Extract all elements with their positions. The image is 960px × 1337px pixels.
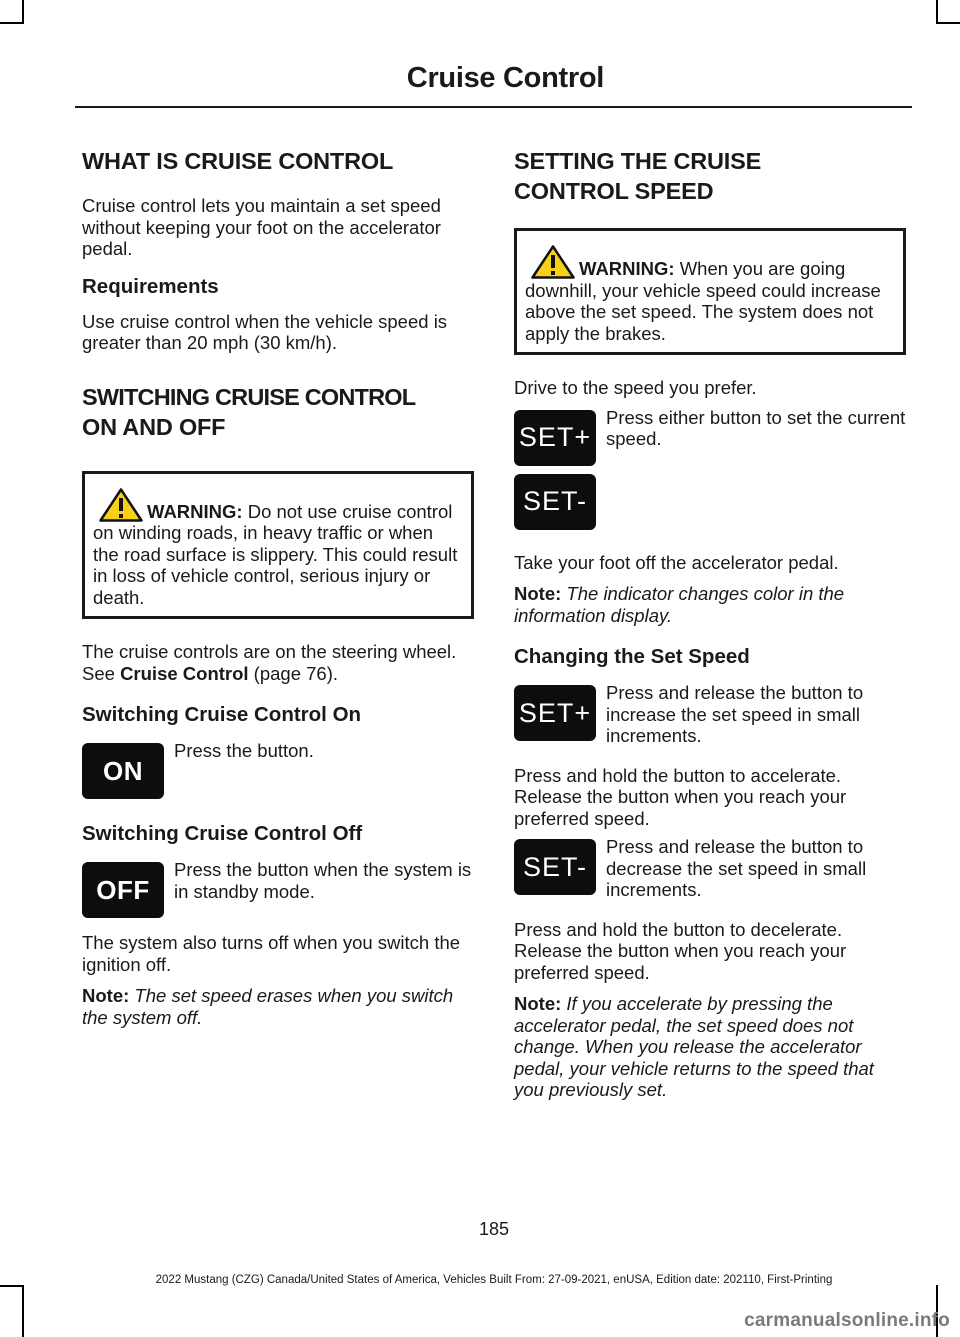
cross-reference-link[interactable]: Cruise Control <box>120 662 249 684</box>
heading-setting-line1: SETTING THE CRUISE <box>514 148 762 174</box>
note-indicator <box>514 583 906 626</box>
on-button-text: Press the button. <box>174 740 314 761</box>
heading-switching-line2: ON AND OFF <box>82 413 226 440</box>
crop-mark <box>22 0 24 24</box>
set-minus-button-icon: SET- <box>514 474 596 530</box>
on-button-icon: ON <box>82 743 164 799</box>
warning-triangle-icon <box>99 488 143 522</box>
decrease-text: Press and release the button to decrease the set speed in small increments. <box>606 836 867 900</box>
increase-text: Press and release the button to increase the set speed in small increments. <box>606 682 864 746</box>
off-button-row <box>82 859 474 918</box>
paragraph-requirements: Use cruise control when the vehicle speed is greater than 20 mph (30 km/h). <box>82 310 448 353</box>
off-button-text: Press the button when the system is in standby mode. <box>174 859 472 902</box>
set-buttons-text: Press either button to set the current speed. <box>606 406 906 449</box>
warning-box <box>514 228 906 355</box>
note-label: Note: <box>82 985 130 1006</box>
warning-text: When you are going downhill, your vehicle speed could increase above the set speed. The system does not apply the brakes. <box>525 258 881 344</box>
page-number: 185 <box>478 1219 510 1239</box>
footer-edition-info: 2022 Mustang (CZG) Canada/United States of America, Vehicles Built From: 27-09-2021, enUSA, Edition date: 202110, First-Printing <box>155 1274 833 1286</box>
right-column <box>514 146 906 1101</box>
paragraph-foot-off: Take your foot off the accelerator pedal. <box>514 551 839 573</box>
page-header-title: Cruise Control <box>406 62 604 94</box>
crop-mark <box>22 1285 24 1337</box>
warning-text: Do not use cruise control on winding roads, in heavy traffic or when the road surface is slippery. This could result in loss of vehicle control, serious injury or death. <box>93 500 458 608</box>
left-column <box>82 146 474 1028</box>
note-text: The indicator changes color in the information display. <box>514 583 845 626</box>
paragraph-ignition: The system also turns off when you switch the ignition off. <box>82 932 461 975</box>
crop-mark <box>936 22 960 24</box>
header-rule <box>75 106 912 108</box>
set-button-stack <box>514 410 596 530</box>
note-set-speed-erases <box>82 985 474 1028</box>
note-label: Note: <box>514 583 562 604</box>
paragraph-controls-location <box>82 641 474 684</box>
set-buttons-row <box>514 406 906 530</box>
increase-row <box>514 682 906 747</box>
paragraph-what: Cruise control lets you maintain a set speed without keeping your foot on the accelerator pedal. <box>82 195 441 259</box>
warning-label: WARNING: <box>579 258 675 279</box>
off-button-icon: OFF <box>82 862 164 918</box>
paragraph-accelerate: Press and hold the button to accelerate. Release the button when you reach your preferred speed. <box>514 764 847 829</box>
watermark: carmanualsonline.info <box>744 1310 950 1331</box>
set-minus-button-icon: SET- <box>514 839 596 895</box>
heading-switching-off: Switching Cruise Control Off <box>82 822 363 845</box>
warning-triangle-icon <box>531 245 575 279</box>
note-text: If you accelerate by pressing the accelerator pedal, the set speed does not change. When you release the accelerator pedal, your vehicle returns to the speed that you previously set. <box>514 993 874 1100</box>
heading-switching-line1: SWITCHING CRUISE CONTROL <box>82 383 416 410</box>
note-text: The set speed erases when you switch the system off. <box>82 985 454 1028</box>
heading-switching-on: Switching Cruise Control On <box>82 703 362 726</box>
note-accelerator-pedal <box>514 993 906 1101</box>
heading-requirements: Requirements <box>82 274 219 298</box>
controls-text-pre: The cruise controls are on the steering wheel. See <box>82 641 457 684</box>
crop-mark <box>0 22 24 24</box>
warning-label: WARNING: <box>147 500 243 522</box>
crop-mark <box>936 0 938 24</box>
note-label: Note: <box>514 993 562 1014</box>
warning-box <box>82 471 474 620</box>
paragraph-decelerate: Press and hold the button to decelerate. Release the button when you reach your preferred speed. <box>514 918 847 983</box>
heading-what-is-cruise-control: WHAT IS CRUISE CONTROL <box>82 148 394 174</box>
controls-text-post: (page 76). <box>248 662 339 684</box>
set-plus-button-icon: SET+ <box>514 410 596 466</box>
heading-changing-set-speed: Changing the Set Speed <box>514 645 750 668</box>
on-button-row <box>82 740 474 799</box>
decrease-row <box>514 836 906 901</box>
paragraph-drive: Drive to the speed you prefer. <box>514 377 757 398</box>
heading-setting-line2: CONTROL SPEED <box>514 178 714 204</box>
set-plus-button-icon: SET+ <box>514 685 596 741</box>
